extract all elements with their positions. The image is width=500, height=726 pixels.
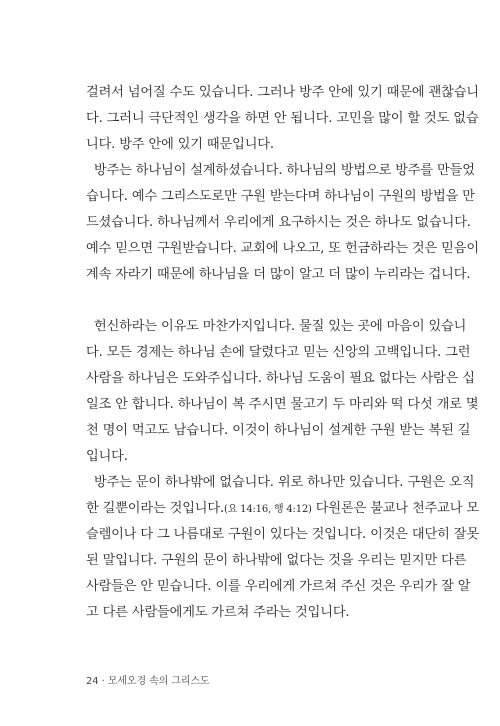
body-text-line: 방주는 하나님이 설계하셨습니다. 하나님의 방법으로 방주를 만들었 (94, 163, 475, 178)
body-text-line: 예수 믿으면 구원받습니다. 교회에 나오고, 또 헌금하라는 것은 믿음이 (86, 241, 479, 256)
body-text-line: 걸려서 넘어질 수도 있습니다. 그러나 방주 안에 있기 때문에 괜찮습니 (86, 85, 479, 100)
body-text-line: 슬렘이나 다 그 나름대로 구원이 있다는 것입니다. 이것은 대단히 잘못 (86, 527, 479, 542)
body-text-line: 헌신하라는 이유도 마찬가지입니다. 물질 있는 곳에 마음이 있습니 (94, 319, 467, 334)
body-text-line: 사람들은 안 믿습니다. 이를 우리에게 가르쳐 주신 것은 우리가 잘 알 (86, 579, 471, 594)
body-text-line: 입니다. (86, 449, 128, 464)
body-text-line: 천 명이 먹고도 남습니다. 이것이 하나님이 설계한 구원 받는 복된 길 (86, 423, 471, 438)
book-title: 모세오경 속의 그리스도 (107, 676, 210, 687)
body-text-line: 된 말입니다. 구원의 문이 하나밖에 없다는 것을 우리는 믿지만 다른 (86, 553, 467, 568)
body-text-line: 다. 모든 경제는 하나님 손에 달렸다고 믿는 신앙의 고백입니다. 그런 (86, 345, 471, 360)
body-text-line-with-reference (86, 500, 479, 519)
body-text-line: 일조 안 합니다. 하나님이 복 주시면 물고기 두 마리와 떡 다섯 개로 몇 (86, 397, 479, 412)
body-text-segment: 한 길뿐이라는 것입니다. (86, 501, 225, 516)
body-text-line: 드셨습니다. 하나님께서 우리에게 요구하시는 것은 하나도 없습니다. (86, 215, 471, 230)
body-text-line: 니다. 방주 안에 있기 때문입니다. (86, 137, 274, 152)
page-footer (86, 672, 210, 687)
page-number: 24 (86, 676, 99, 687)
body-text-line: 고 다른 사람들에게도 가르쳐 주라는 것입니다. (86, 605, 350, 620)
body-text-line: 계속 자라기 때문에 하나님을 더 많이 알고 더 많이 누리라는 겁니다. (86, 267, 471, 282)
body-text-line: 다. 그러니 극단적인 생각을 하면 안 됩니다. 고민을 많이 할 것도 없습 (86, 111, 479, 126)
footer-separator: · (101, 676, 105, 687)
body-text-segment: 다원론은 불교나 천주교나 모 (315, 501, 479, 516)
scripture-reference: (요 14:16, 행 4:12) (224, 504, 312, 515)
body-text-line: 습니다. 예수 그리스도로만 구원 받는다며 하나님이 구원의 방법을 만 (86, 189, 475, 204)
body-text-line: 방주는 문이 하나밖에 없습니다. 위로 하나만 있습니다. 구원은 오직 (94, 475, 475, 490)
body-text-line: 사람을 하나님은 도와주십니다. 하나님 도움이 필요 없다는 사람은 십 (86, 371, 475, 386)
